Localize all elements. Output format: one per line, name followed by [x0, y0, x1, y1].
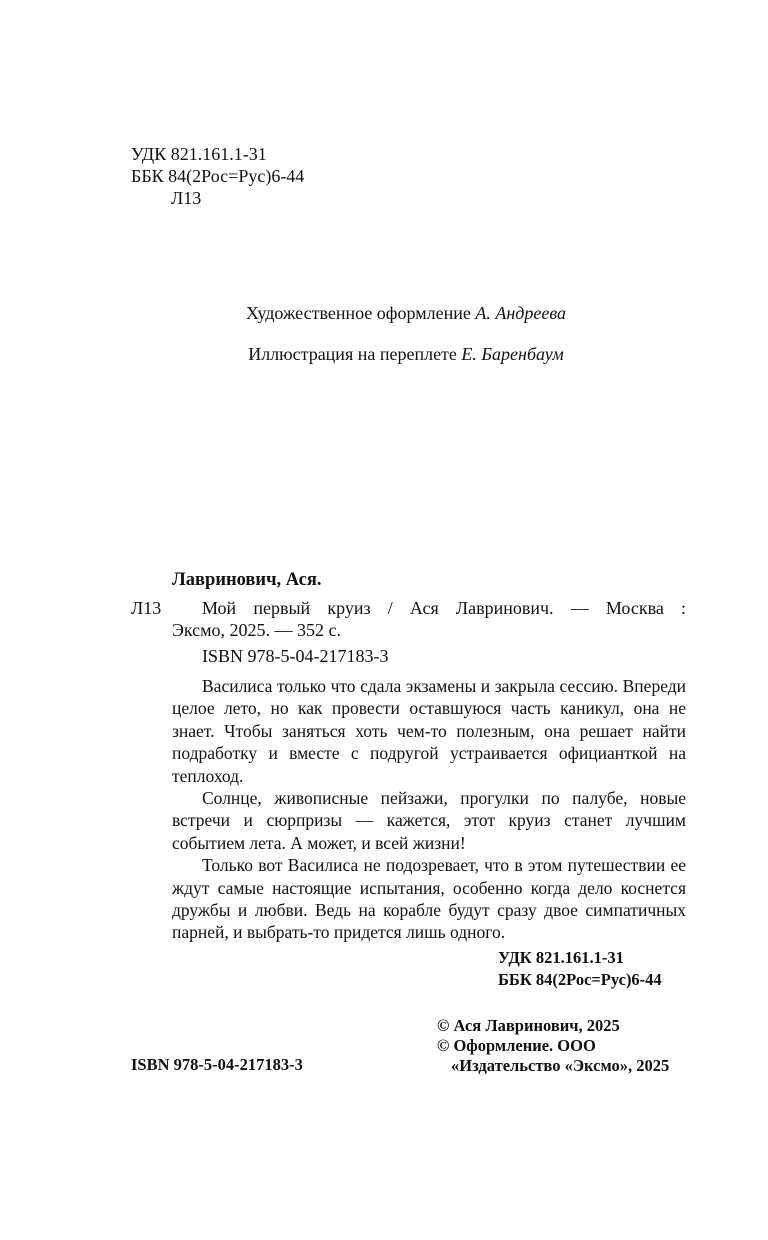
catalog-description-line1: Мой первый круиз / Ася Лавринович. — Москва : — [202, 598, 686, 618]
author-mark: Л13 — [171, 188, 202, 208]
design-credit-label: Художественное оформление — [245, 303, 471, 323]
catalog-isbn: ISBN 978-5-04-217183-3 — [202, 646, 389, 666]
udk-code-bottom: УДК 821.161.1-31 — [498, 948, 624, 967]
illustration-credit-name: Е. Баренбаум — [461, 344, 564, 364]
design-credit-name: А. Андреева — [475, 303, 567, 323]
catalog-code: Л13 — [131, 598, 162, 618]
illustration-credit — [0, 344, 768, 365]
copyright-design: © Оформление. ООО — [437, 1036, 596, 1055]
bbk-code: ББК 84(2Рос=Рус)6-44 — [131, 166, 305, 186]
annotation-paragraph-2: Солнце, живописные пейзажи, прогулки по палубе, новые встречи и сюрпризы — кажется, этот круиз станет лучшим событием лета. А может, и всей жизни! — [172, 788, 686, 853]
classification-codes-top — [131, 143, 304, 209]
classification-codes-bottom — [498, 947, 662, 991]
copyright-publisher: «Издательство «Эксмо», 2025 — [451, 1056, 670, 1075]
copyright-block — [437, 1016, 669, 1076]
isbn-bottom: ISBN 978-5-04-217183-3 — [131, 1055, 303, 1074]
illustration-credit-label: Иллюстрация на переплете — [248, 344, 457, 364]
annotation-paragraph-1: Василиса только что сдала экзамены и закрыла сессию. Впереди целое лето, но как провести оставшуюся часть каникул, она не знает. Чтобы заняться хоть чем-то полезным, она решает найти подработку и вместе с подругой устраивается официанткой на теплоход. — [172, 676, 686, 786]
catalog-author: Лавринович, Ася. — [172, 570, 322, 590]
copyright-author: © Ася Лавринович, 2025 — [437, 1016, 620, 1035]
bbk-code-bottom: ББК 84(2Рос=Рус)6-44 — [498, 970, 662, 989]
design-credit — [0, 303, 768, 324]
annotation-paragraph-3: Только вот Василиса не подозревает, что в этом путешествии ее ждут самые настоящие испытания, особенно когда дело коснется дружбы и любви. Ведь на корабле будут сразу двое симпатичных парней, и выбрать-то придется лишь одного. — [172, 855, 686, 943]
udk-code: УДК 821.161.1-31 — [131, 144, 267, 164]
book-annotation — [172, 675, 686, 944]
catalog-description-line2: Эксмо, 2025. — 352 с. — [172, 620, 342, 640]
